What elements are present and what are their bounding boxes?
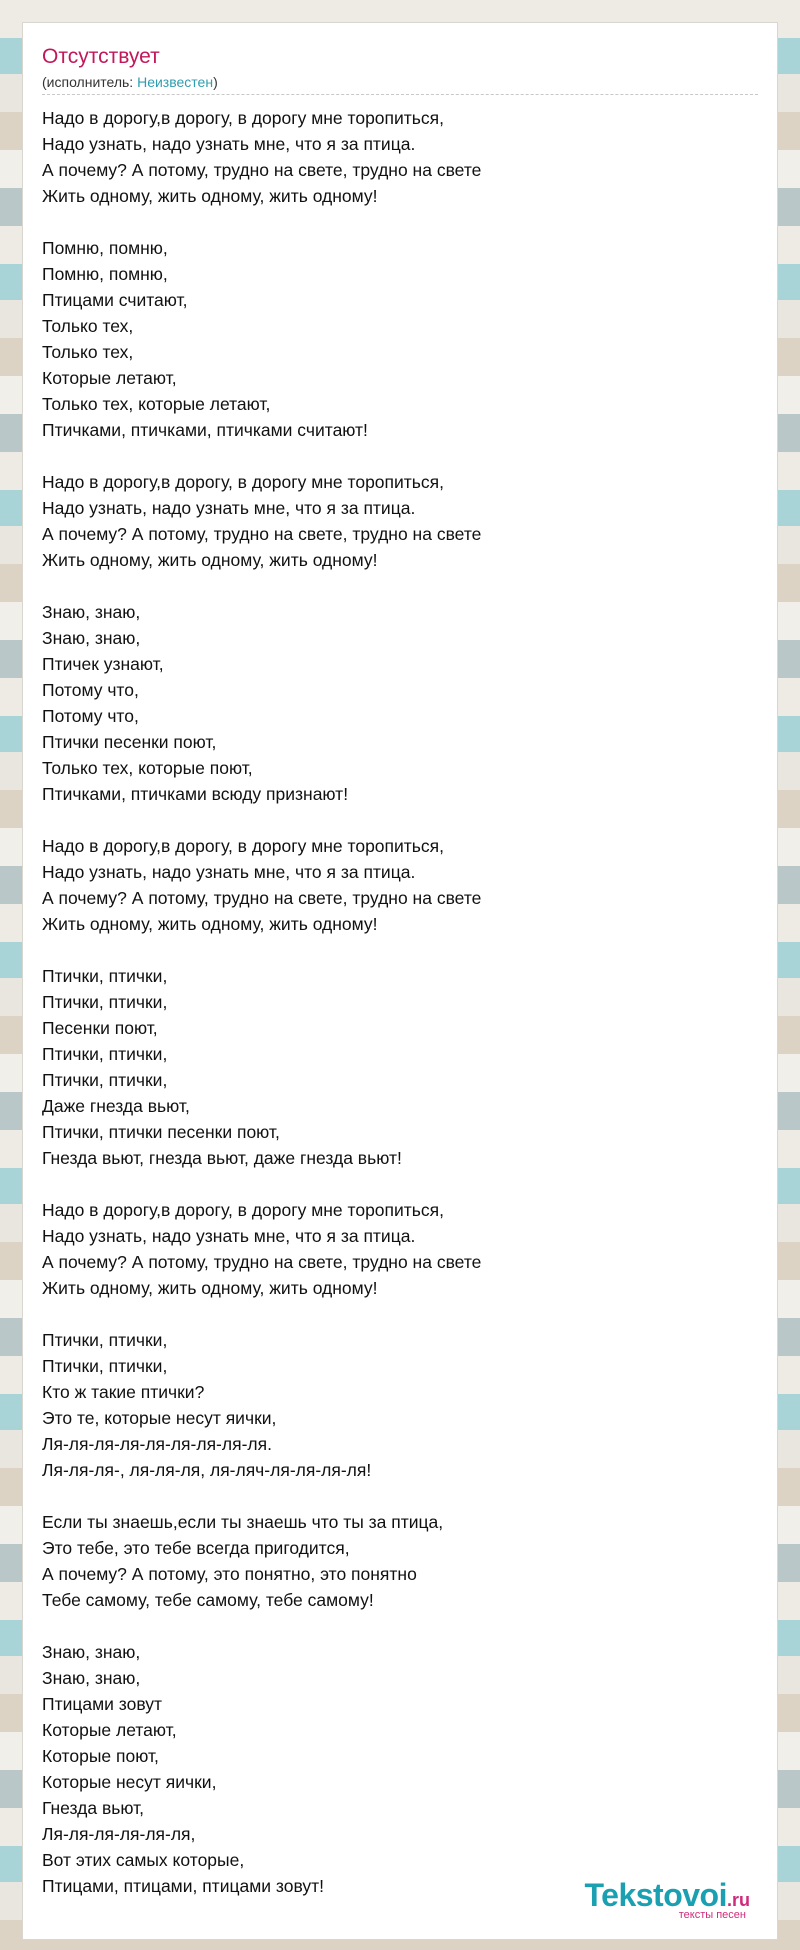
lyric-line: Гнезда вьют, гнезда вьют, даже гнезда вьют! [42, 1148, 402, 1168]
lyric-line: Это те, которые несут яички, [42, 1408, 277, 1428]
lyric-line: Только тех, [42, 316, 134, 336]
lyric-line: Знаю, знаю, [42, 602, 141, 622]
logo-text: Tekstovoi [584, 1877, 727, 1913]
artist-prefix: (исполнитель: [42, 74, 138, 90]
stanza-break [42, 1483, 742, 1509]
lyric-line: Птичками, птичками, птичками считают! [42, 420, 368, 440]
lyric-line: Надо в дорогу,в дорогу, в дорогу мне торопиться, [42, 472, 445, 492]
lyric-line: Птицами зовут [42, 1694, 163, 1714]
lyric-line: Надо узнать, надо узнать мне, что я за птица. [42, 498, 416, 518]
lyrics-card [22, 22, 778, 1940]
stanza-break [42, 573, 742, 599]
lyric-line: Птичками, птичками всюду признают! [42, 784, 349, 804]
lyric-line: Жить одному, жить одному, жить одному! [42, 186, 378, 206]
lyric-line: Тебе самому, тебе самому, тебе самому! [42, 1590, 374, 1610]
lyric-line: Только тех, [42, 342, 134, 362]
lyric-line: Если ты знаешь,если ты знаешь что ты за птица, [42, 1512, 444, 1532]
lyric-line: Которые летают, [42, 1720, 177, 1740]
lyric-line: Гнезда вьют, [42, 1798, 145, 1818]
lyric-line: Жить одному, жить одному, жить одному! [42, 914, 378, 934]
artist-suffix: ) [213, 74, 218, 90]
lyric-line: Птички, птички, [42, 1356, 168, 1376]
lyric-line: Надо в дорогу,в дорогу, в дорогу мне торопиться, [42, 836, 445, 856]
lyric-line: Ля-ля-ля-ля-ля-ля, [42, 1824, 196, 1844]
lyric-line: Даже гнезда вьют, [42, 1096, 190, 1116]
lyric-line: Которые несут яички, [42, 1772, 217, 1792]
lyric-line: Кто ж такие птички? [42, 1382, 205, 1402]
lyric-line: Надо узнать, надо узнать мне, что я за птица. [42, 134, 416, 154]
stanza-break [42, 807, 742, 833]
lyric-line: Потому что, [42, 680, 139, 700]
site-logo[interactable] [584, 1879, 750, 1921]
lyric-line: Птички, птички, [42, 1330, 168, 1350]
stanza-break [42, 443, 742, 469]
song-title: Отсутствует [42, 45, 160, 68]
lyric-line: Надо в дорогу,в дорогу, в дорогу мне торопиться, [42, 1200, 445, 1220]
lyric-line: Птички, птички песенки поют, [42, 1122, 280, 1142]
lyric-line: А почему? А потому, трудно на свете, трудно на свете [42, 888, 482, 908]
artist-link[interactable]: Неизвестен [137, 74, 214, 90]
lyric-line: Птицами считают, [42, 290, 188, 310]
lyric-line: Птички, птички, [42, 966, 168, 986]
lyric-line: Ля-ля-ля-, ля-ля-ля, ля-ляч-ля-ля-ля-ля! [42, 1460, 372, 1480]
lyric-line: Песенки поют, [42, 1018, 158, 1038]
lyric-line: Это тебе, это тебе всегда пригодится, [42, 1538, 350, 1558]
logo-tagline: тексты песен [678, 1909, 746, 1921]
stanza-break [42, 937, 742, 963]
lyric-line: Которые летают, [42, 368, 177, 388]
lyric-line: Знаю, знаю, [42, 1668, 141, 1688]
lyric-line: Знаю, знаю, [42, 628, 141, 648]
lyric-line: Помню, помню, [42, 264, 168, 284]
lyric-line: Надо узнать, надо узнать мне, что я за птица. [42, 862, 416, 882]
lyric-line: Птички песенки поют, [42, 732, 217, 752]
lyric-line: А почему? А потому, трудно на свете, трудно на свете [42, 160, 482, 180]
stanza-break [42, 1171, 742, 1197]
lyric-line: Которые поют, [42, 1746, 159, 1766]
lyric-line: Только тех, которые летают, [42, 394, 271, 414]
lyric-line: А почему? А потому, это понятно, это понятно [42, 1564, 417, 1584]
title-divider [42, 94, 758, 95]
lyric-line: Только тех, которые поют, [42, 758, 253, 778]
lyric-line: А почему? А потому, трудно на свете, трудно на свете [42, 1252, 482, 1272]
lyric-line: А почему? А потому, трудно на свете, трудно на свете [42, 524, 482, 544]
lyrics-text [42, 105, 742, 1899]
lyric-line: Надо в дорогу,в дорогу, в дорогу мне торопиться, [42, 108, 445, 128]
stanza-break [42, 1301, 742, 1327]
lyric-line: Вот этих самых которые, [42, 1850, 245, 1870]
lyric-line: Птички, птички, [42, 1070, 168, 1090]
lyric-line: Птички, птички, [42, 992, 168, 1012]
logo-domain: .ru [726, 1890, 750, 1910]
lyric-line: Птички, птички, [42, 1044, 168, 1064]
lyric-line: Помню, помню, [42, 238, 168, 258]
lyric-line: Птичек узнают, [42, 654, 164, 674]
lyric-line: Потому что, [42, 706, 139, 726]
lyric-line: Птицами, птицами, птицами зовут! [42, 1876, 324, 1896]
lyric-line: Ля-ля-ля-ля-ля-ля-ля-ля-ля. [42, 1434, 272, 1454]
lyric-line: Жить одному, жить одному, жить одному! [42, 550, 378, 570]
stanza-break [42, 209, 742, 235]
lyric-line: Жить одному, жить одному, жить одному! [42, 1278, 378, 1298]
artist-line [42, 74, 218, 90]
lyric-line: Знаю, знаю, [42, 1642, 141, 1662]
lyric-line: Надо узнать, надо узнать мне, что я за птица. [42, 1226, 416, 1246]
stanza-break [42, 1613, 742, 1639]
